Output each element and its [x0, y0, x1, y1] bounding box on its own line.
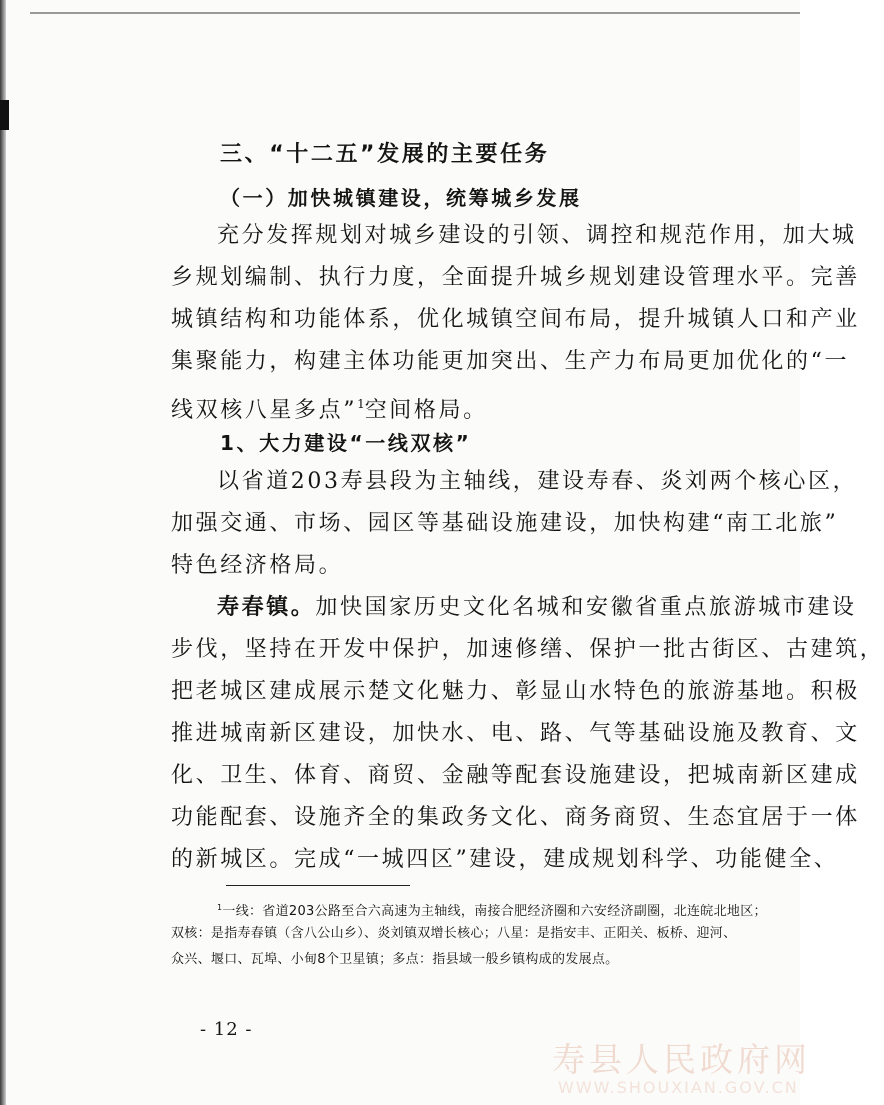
item1-title: 1、大力建设“一线双核”	[220, 431, 472, 455]
paragraph3-first-line	[217, 593, 857, 623]
paragraph1-last-text-end: 空间格局。	[364, 398, 488, 423]
scan-edge-mark	[0, 100, 9, 130]
paragraph1-last-line	[171, 389, 488, 426]
paragraph2-line: 特色经济格局。	[171, 553, 344, 578]
paragraph3-lead: 寿春镇。	[217, 595, 316, 620]
watermark-url: WWW.SHOUXIAN.GOV.CN	[558, 1078, 799, 1097]
footnote-line: 双核：是指寿春镇（含八公山乡）、炎刘镇双增长核心；八星：是指安丰、正阳关、板桥、迎河、	[171, 926, 737, 941]
paragraph3-line: 把老城区建成展示楚文化魅力、彰显山水特色的旅游基地。积极	[171, 679, 860, 704]
page-number: - 12 -	[200, 1019, 253, 1040]
paragraph1-line: 乡规划编制、执行力度，全面提升城乡规划建设管理水平。完善	[171, 265, 860, 290]
paragraph1-last-text: 线双核八星多点”	[171, 398, 358, 423]
subsection-title: （一）加快城镇建设，统筹城乡发展	[220, 186, 582, 210]
paragraph2-line: 加强交通、市场、园区等基础设施建设，加快构建“南工北旅”	[171, 511, 839, 536]
scan-left-edge	[0, 0, 6, 1105]
watermark-chinese: 寿县人民政府网	[552, 1040, 811, 1079]
paragraph3-line: 的新城区。完成“一城四区”建设，建成规划科学、功能健全、	[171, 847, 839, 872]
paragraph3-first-text: 加快国家历史文化名城和安徽省重点旅游城市建设	[315, 595, 857, 620]
footnote-text: 一线：省道203公路至合六高速为主轴线，南接合肥经济圈和六安经济副圈，北连皖北地区；	[222, 904, 767, 919]
scan-top-rule	[30, 12, 800, 14]
paragraph1-line: 城镇结构和功能体系，优化城镇空间布局，提升城镇人口和产业	[171, 307, 860, 332]
paragraph3-line: 化、卫生、体育、商贸、金融等配套设施建设，把城南新区建成	[171, 763, 860, 788]
footnote-reference: 1	[357, 397, 365, 411]
paragraph2-line: 以省道203寿县段为主轴线，建设寿春、炎刘两个核心区，	[217, 469, 858, 494]
paragraph3-line: 步伐，坚持在开发中保护，加速修缮、保护一批古街区、古建筑，	[171, 637, 884, 662]
section-title: 三、“十二五”发展的主要任务	[220, 142, 550, 167]
paragraph1-line: 充分发挥规划对城乡建设的引领、调控和规范作用，加大城	[217, 223, 857, 248]
footnote-marker: 1	[217, 903, 223, 912]
paragraph1-line: 集聚能力，构建主体功能更加突出、生产力布局更加优化的“一	[171, 349, 850, 374]
footnote-line: 众兴、堰口、瓦埠、小甸8个卫星镇；多点：指县域一般乡镇构成的发展点。	[171, 952, 619, 967]
paragraph3-line: 推进城南新区建设，加快水、电、路、气等基础设施及教育、文	[171, 721, 860, 746]
footnote-separator	[226, 885, 410, 886]
footnote-line	[217, 899, 767, 921]
paragraph3-line: 功能配套、设施齐全的集政务文化、商务商贸、生态宜居于一体	[171, 805, 860, 830]
